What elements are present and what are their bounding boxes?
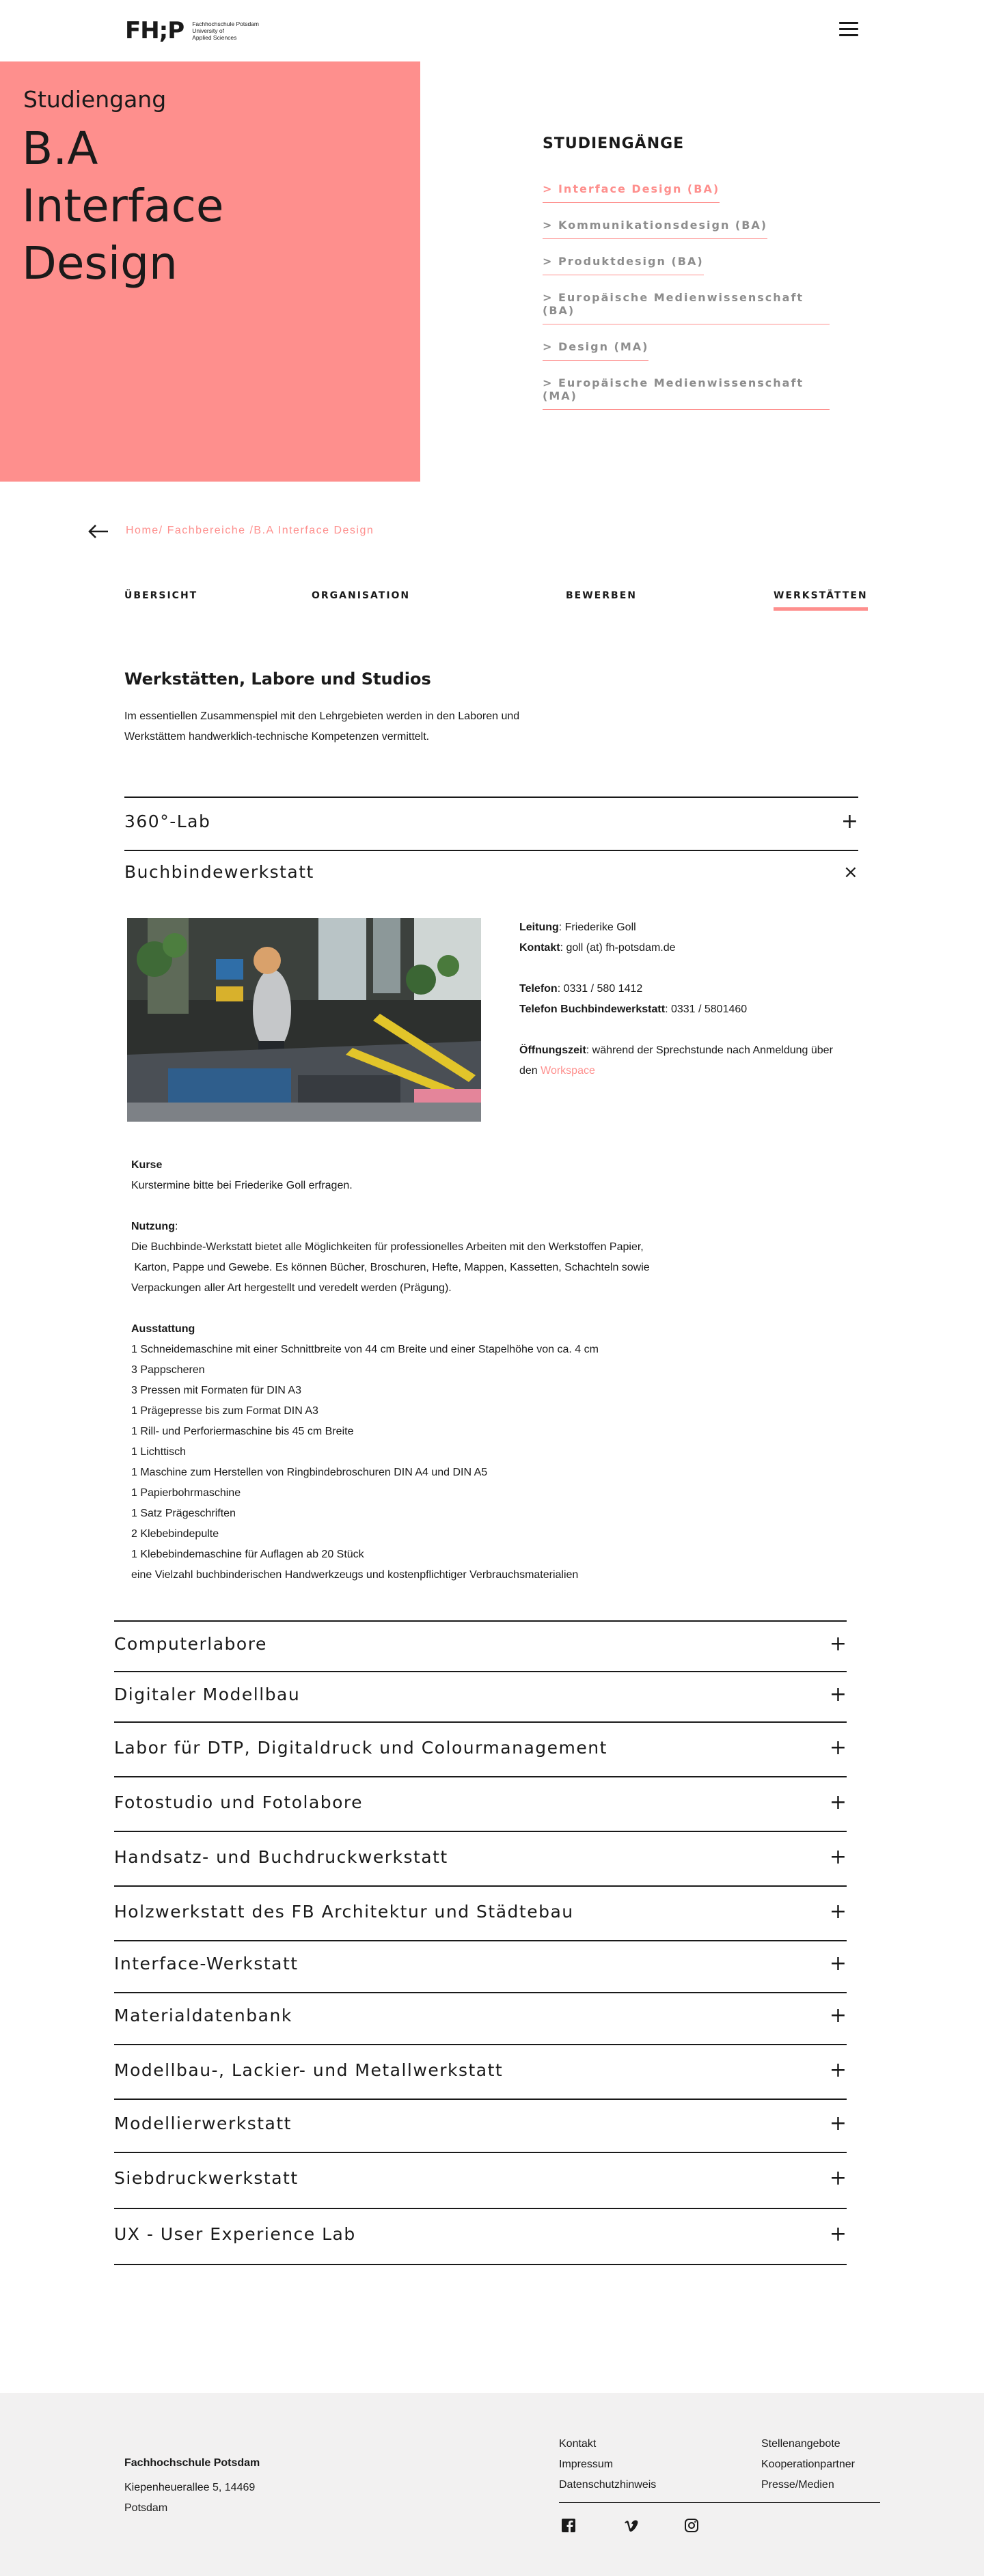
tab-bar xyxy=(124,590,868,618)
plus-icon[interactable]: + xyxy=(829,1790,847,1814)
plus-icon[interactable]: + xyxy=(829,2058,847,2082)
accordion-item-siebdruckwerkstatt[interactable] xyxy=(114,2152,847,2208)
accordion-label: Fotostudio und Fotolabore xyxy=(114,1792,364,1812)
workshop-details: Kurse Kurstermine bitte bei Friederike Goll erfragen. Nutzung: Die Buchbinde-Werkstatt bietet alle Möglichkeiten für professionelles Arbeiten mit den Werkstoffen Papier, Karton, Pappe und Gewebe. Es können Bücher, Broschuren, Hefte, Mappen, Kassetten, Schachteln sowie Verpackungen aller Art hergestellt und veredelt werden (Prägung). Ausstattung 1 Schneidemaschine mit einer Schnittbreite von 44 cm Breite und einer Stapelhöhe von ca. 4 cm 3 Pappscheren 3 Pressen mit Formaten für DIN A3 1 Prägepresse bis zum Format DIN A3 1 Rill- und Perforiermaschine bis 45 cm Breite 1 Lichttisch 1 Maschine zum Herstellen von Ringbindebroschuren DIN A4 und DIN A5 1 Papierbohrmaschine 1 Satz Prägeschriften 2 Klebebindepulte 1 Klebebindemaschine für Auflagen ab 20 Stück eine Vielzahl buchbinderischen Handwerkzeugs und kostenpflichtiger Verbrauchsmaterialien xyxy=(131,1155,815,1585)
footer-links-secondary xyxy=(761,2434,855,2495)
accordion-label: Materialdatenbank xyxy=(114,2006,292,2025)
equipment-item: 1 Satz Prägeschriften xyxy=(131,1508,236,1519)
logo-text: Fachhochschule Potsdam University of Applied Sciences xyxy=(192,20,260,41)
accordion-label: 360°-Lab xyxy=(124,812,211,831)
section-title: Werkstätten, Labore und Studios xyxy=(124,669,431,689)
logo-mark: FH;P xyxy=(125,17,184,44)
accordion-end-divider xyxy=(114,2264,847,2265)
footer-org-name: Fachhochschule Potsdam xyxy=(124,2457,260,2469)
plus-icon[interactable]: + xyxy=(829,2166,847,2190)
accordion-label: Siebdruckwerkstatt xyxy=(114,2168,299,2188)
accordion-item-buchbindewerkstatt[interactable]: Buchbindewerkstatt xyxy=(124,862,314,882)
equipment-item: 1 Rill- und Perforiermaschine bis 45 cm Breite xyxy=(131,1426,354,1437)
footer-link-impressum[interactable]: Impressum xyxy=(559,2459,614,2470)
equipment-item: 3 Pappscheren xyxy=(131,1364,205,1376)
accordion-label: Digitaler Modellbau xyxy=(114,1685,301,1704)
plus-icon[interactable]: + xyxy=(829,1736,847,1760)
accordion-label: Modellbau-, Lackier- und Metallwerkstatt xyxy=(114,2060,504,2080)
fhp-logo[interactable] xyxy=(125,19,259,42)
study-link-kommunikationsdesign[interactable]: > Kommunikationsdesign (BA) xyxy=(543,219,767,239)
close-icon[interactable]: × xyxy=(843,862,858,883)
footer-link-datenschutz[interactable]: Datenschutzhinweis xyxy=(559,2479,657,2491)
tab-werkstaetten[interactable]: WERKSTÄTTEN xyxy=(774,590,868,611)
accordion-label: Modellierwerkstatt xyxy=(114,2114,292,2133)
hero-title: B.A Interface Design xyxy=(22,122,224,290)
instagram-icon[interactable] xyxy=(683,2517,700,2534)
plus-icon[interactable]: + xyxy=(829,1682,847,1706)
tab-organisation[interactable]: ORGANISATION xyxy=(312,590,411,601)
hero-subtitle: Studiengang xyxy=(23,86,167,113)
accordion-item-fotostudio[interactable] xyxy=(114,1776,847,1831)
plus-icon[interactable]: + xyxy=(829,1900,847,1924)
plus-icon[interactable]: + xyxy=(829,2222,847,2246)
equipment-item: 1 Maschine zum Herstellen von Ringbindebroschuren DIN A4 und DIN A5 xyxy=(131,1467,488,1478)
study-link-medienwissenschaft-ma[interactable]: > Europäische Medienwissenschaft (MA) xyxy=(543,376,830,410)
plus-icon[interactable]: + xyxy=(829,1952,847,1976)
accordion-item-handsatz[interactable] xyxy=(114,1831,847,1885)
section-intro: Im essentiellen Zusammenspiel mit den Lehrgebieten werden in den Laboren und Werkstättem handwerklich-technische Kompetenzen vermittelt. xyxy=(124,710,520,743)
equipment-item: eine Vielzahl buchbinderischen Handwerkzeugs und kostenpflichtiger Verbrauchsmaterialien xyxy=(131,1569,579,1581)
equipment-item: 3 Pressen mit Formaten für DIN A3 xyxy=(131,1385,301,1396)
accordion-item-computerlabore[interactable] xyxy=(114,1620,847,1672)
tab-uebersicht[interactable]: ÜBERSICHT xyxy=(124,590,198,601)
plus-icon[interactable]: + xyxy=(829,1845,847,1869)
hamburger-menu-icon[interactable] xyxy=(839,22,858,38)
workspace-link[interactable]: Workspace xyxy=(541,1065,595,1077)
accordion-label: Interface-Werkstatt xyxy=(114,1954,299,1973)
workshop-photo xyxy=(127,918,481,1122)
accordion-item-modellbau-lackier[interactable] xyxy=(114,2044,847,2099)
accordion-label: Computerlabore xyxy=(114,1634,267,1654)
equipment-item: 1 Schneidemaschine mit einer Schnittbreite von 44 cm Breite und einer Stapelhöhe von ca. 4 cm xyxy=(131,1344,599,1355)
equipment-item: 2 Klebebindepulte xyxy=(131,1528,219,1540)
accordion-label: Handsatz- und Buchdruckwerkstatt xyxy=(114,1847,448,1867)
accordion-label: Holzwerkstatt des FB Architektur und Städtebau xyxy=(114,1902,574,1922)
workshop-contact-info: Leitung: Friederike Goll Kontakt: goll (at) fh-potsdam.de Telefon: 0331 / 580 1412 Telefon Buchbindewerkstatt: 0331 / 5801460 Öffnungszeit: während der Sprechstunde nach Anmeldung über den Workspace xyxy=(519,922,833,1077)
site-header xyxy=(0,0,984,61)
accordion-item-interface-werkstatt[interactable] xyxy=(114,1940,847,1992)
plus-icon[interactable]: + xyxy=(829,1632,847,1656)
footer-link-kooperationpartner[interactable]: Kooperationpartner xyxy=(761,2459,855,2470)
study-link-medienwissenschaft-ba[interactable]: > Europäische Medienwissenschaft (BA) xyxy=(543,291,830,324)
site-footer xyxy=(0,2393,984,2576)
accordion-item-digitaler-modellbau[interactable] xyxy=(114,1671,847,1723)
accordion-item-materialdatenbank[interactable] xyxy=(114,1992,847,2044)
footer-address: Kiepenheuerallee 5, 14469 Potsdam xyxy=(124,2482,256,2514)
accordion-item-labor-dtp[interactable] xyxy=(114,1721,847,1776)
footer-divider xyxy=(559,2502,880,2503)
plus-icon[interactable]: + xyxy=(829,2004,847,2027)
plus-icon[interactable]: + xyxy=(829,2111,847,2135)
equipment-item: 1 Lichttisch xyxy=(131,1446,187,1458)
accordion-label: UX - User Experience Lab xyxy=(114,2224,356,2244)
facebook-icon[interactable] xyxy=(560,2517,577,2534)
hero-panel xyxy=(0,61,420,482)
vimeo-icon[interactable] xyxy=(623,2517,640,2534)
accordion-item-modellierwerkstatt[interactable] xyxy=(114,2099,847,2152)
accordion-item-360-lab[interactable] xyxy=(124,797,858,850)
footer-link-kontakt[interactable]: Kontakt xyxy=(559,2438,597,2450)
study-link-design-ma[interactable]: > Design (MA) xyxy=(543,340,648,361)
accordion-label: Labor für DTP, Digitaldruck und Colourmanagement xyxy=(114,1738,607,1758)
study-link-interface-design[interactable]: > Interface Design (BA) xyxy=(543,182,720,203)
equipment-item: 1 Klebebindemaschine für Auflagen ab 20 Stück xyxy=(131,1549,364,1560)
footer-link-presse[interactable]: Presse/Medien xyxy=(761,2479,834,2491)
breadcrumb[interactable]: Home/ Fachbereiche /B.A Interface Design xyxy=(126,525,374,536)
accordion-divider xyxy=(124,850,858,851)
study-programs-heading: STUDIENGÄNGE xyxy=(543,135,685,152)
plus-icon[interactable]: + xyxy=(840,809,858,833)
study-link-produktdesign[interactable]: > Produktdesign (BA) xyxy=(543,255,704,275)
accordion-item-ux-lab[interactable] xyxy=(114,2208,847,2264)
footer-link-stellenangebote[interactable]: Stellenangebote xyxy=(761,2438,840,2450)
footer-links-primary xyxy=(559,2434,656,2495)
equipment-item: 1 Papierbohrmaschine xyxy=(131,1487,241,1499)
study-programs-list xyxy=(543,135,830,426)
tab-bewerben[interactable]: BEWERBEN xyxy=(566,590,637,601)
back-arrow-icon[interactable] xyxy=(87,523,109,540)
accordion-item-holzwerkstatt[interactable] xyxy=(114,1885,847,1940)
equipment-item: 1 Prägepresse bis zum Format DIN A3 xyxy=(131,1405,318,1417)
